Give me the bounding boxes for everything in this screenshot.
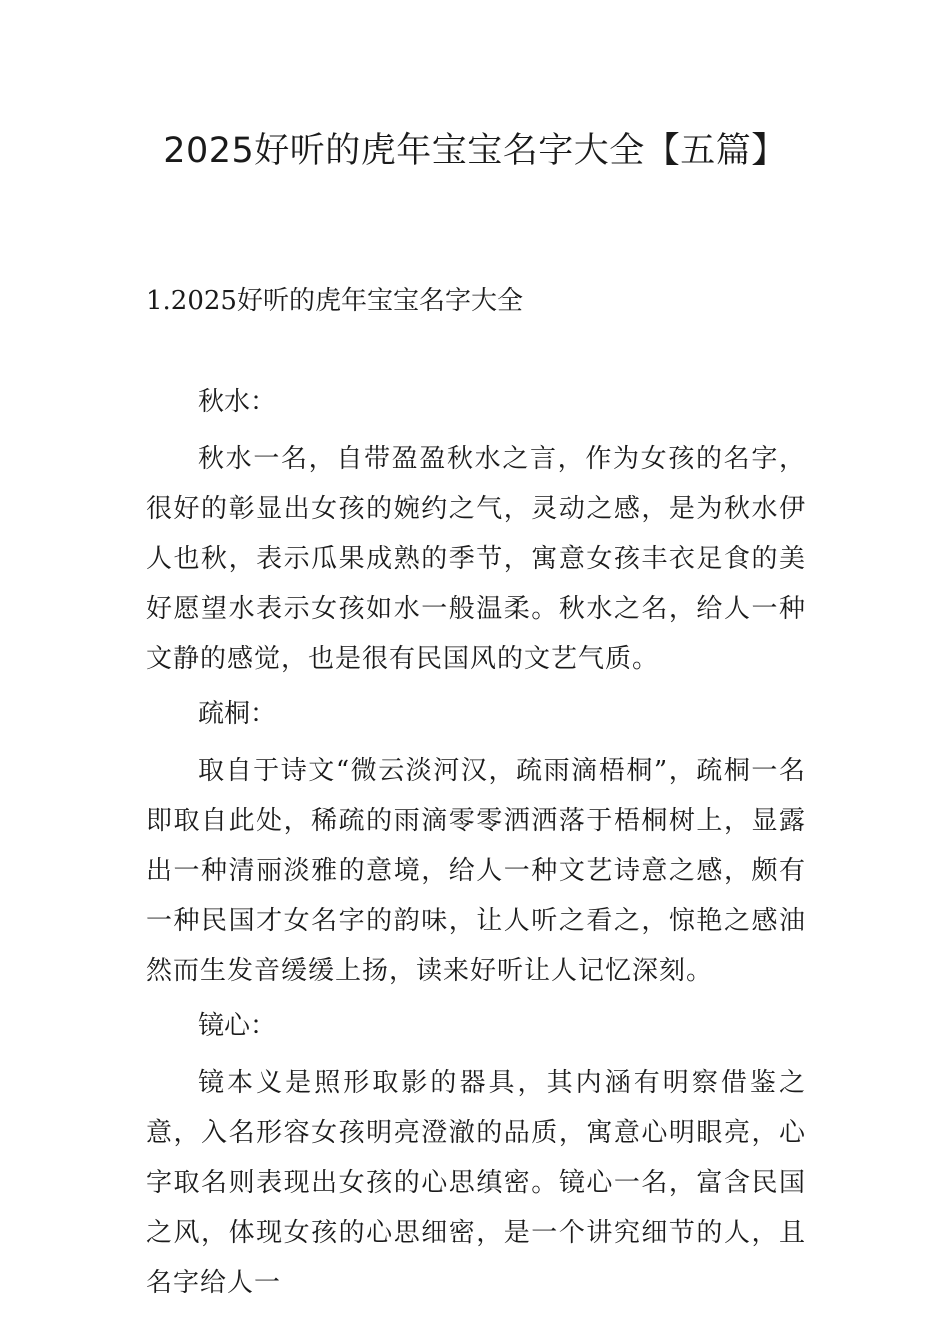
entry-name-qiushui: 秋水：: [198, 387, 277, 417]
document-title: 2025好听的虎年宝宝名字大全【五篇】: [163, 131, 787, 171]
entry-text-qiushui: 秋水一名，自带盈盈秋水之言，作为女孩的名字，很好的彰显出女孩的婉约之气，灵动之感，是为秋水伊人也秋，表示瓜果成熟的季节，寓意女孩丰衣足食的美好愿望水表示女孩如水一般温柔。秋水之名，给人一种文静的感觉，也是很有民国风的文艺气质。: [146, 444, 806, 674]
section-heading: 1.2025好听的虎年宝宝名字大全: [146, 286, 523, 316]
entry-name-shutong: 疏桐：: [198, 699, 277, 729]
entry-text-jingxin: 镜本义是照形取影的器具，其内涵有明察借鉴之意，入名形容女孩明亮澄澈的品质，寓意心明眼亮，心字取名则表现出女孩的心思缜密。镜心一名，富含民国之风，体现女孩的心思细密，是一个讲究细节的人，且名字给人一: [146, 1068, 806, 1298]
document-body: [146, 380, 806, 1316]
entry-name-jingxin: 镜心：: [198, 1011, 277, 1041]
entry-text-shutong: 取自于诗文“微云淡河汉，疏雨滴梧桐”，疏桐一名即取自此处，稀疏的雨滴零零洒洒落于梧桐树上，显露出一种清丽淡雅的意境，给人一种文艺诗意之感，颇有一种民国才女名字的韵味，让人听之看之，惊艳之感油然而生发音缓缓上扬，读来好听让人记忆深刻。: [146, 756, 806, 986]
